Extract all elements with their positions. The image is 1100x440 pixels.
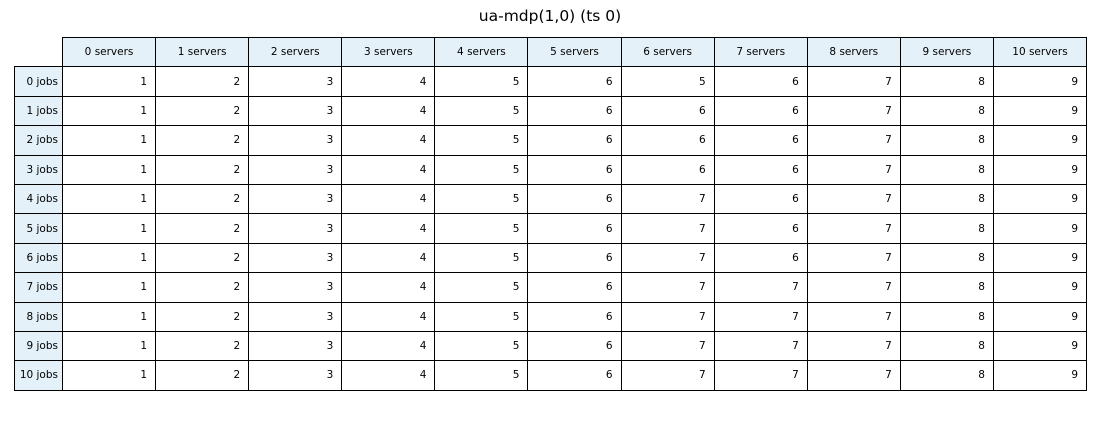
table-cell: 7 (621, 243, 714, 272)
row-header: 8 jobs (15, 302, 63, 331)
table-cell: 5 (435, 96, 528, 125)
table-cell: 7 (714, 361, 807, 390)
table-cell: 8 (900, 96, 993, 125)
table-cell: 8 (900, 273, 993, 302)
table-cell: 6 (714, 67, 807, 96)
table-cell: 1 (63, 96, 156, 125)
table-cell: 6 (528, 96, 621, 125)
table-body (15, 67, 1087, 390)
table-cell: 9 (993, 302, 1086, 331)
column-header: 9 servers (900, 38, 993, 67)
table-cell: 4 (342, 184, 435, 213)
table-cell: 3 (249, 331, 342, 360)
table-cell: 8 (900, 126, 993, 155)
table-cell: 9 (993, 361, 1086, 390)
row-header: 9 jobs (15, 331, 63, 360)
table-cell: 7 (807, 302, 900, 331)
table-cell: 5 (435, 155, 528, 184)
column-header: 5 servers (528, 38, 621, 67)
table-cell: 6 (714, 155, 807, 184)
table-cell: 9 (993, 67, 1086, 96)
table-cell: 4 (342, 243, 435, 272)
table-row (15, 96, 1087, 125)
table-cell: 1 (63, 214, 156, 243)
table-cell: 6 (528, 184, 621, 213)
table-cell: 1 (63, 302, 156, 331)
table-cell: 6 (714, 184, 807, 213)
table-row (15, 67, 1087, 96)
table-cell: 7 (807, 331, 900, 360)
table-cell: 5 (435, 361, 528, 390)
table-cell: 9 (993, 331, 1086, 360)
table-cell: 8 (900, 214, 993, 243)
table-row (15, 184, 1087, 213)
table-cell: 1 (63, 155, 156, 184)
table-cell: 6 (621, 96, 714, 125)
column-header: 2 servers (249, 38, 342, 67)
table-cell: 9 (993, 243, 1086, 272)
column-header: 1 servers (156, 38, 249, 67)
table-cell: 7 (807, 273, 900, 302)
column-header: 7 servers (714, 38, 807, 67)
table-cell: 8 (900, 67, 993, 96)
table-cell: 2 (156, 214, 249, 243)
table-cell: 6 (714, 126, 807, 155)
table-cell: 9 (993, 126, 1086, 155)
table-row (15, 214, 1087, 243)
table-cell: 4 (342, 96, 435, 125)
table-cell: 2 (156, 184, 249, 213)
table-cell: 7 (807, 184, 900, 213)
table-cell: 3 (249, 126, 342, 155)
table-cell: 3 (249, 361, 342, 390)
row-header: 3 jobs (15, 155, 63, 184)
table-cell: 6 (714, 243, 807, 272)
table-cell: 3 (249, 302, 342, 331)
table-cell: 1 (63, 67, 156, 96)
table-cell: 6 (528, 243, 621, 272)
table-cell: 7 (621, 214, 714, 243)
table-row (15, 155, 1087, 184)
table-cell: 5 (435, 214, 528, 243)
table-cell: 3 (249, 214, 342, 243)
table-cell: 6 (528, 67, 621, 96)
table-cell: 2 (156, 67, 249, 96)
table-cell: 7 (714, 273, 807, 302)
table-cell: 9 (993, 184, 1086, 213)
table-cell: 3 (249, 67, 342, 96)
table-cell: 4 (342, 273, 435, 302)
column-header: 4 servers (435, 38, 528, 67)
column-header: 8 servers (807, 38, 900, 67)
table-cell: 2 (156, 331, 249, 360)
table-cell: 2 (156, 302, 249, 331)
table-header (15, 38, 1087, 67)
table-row (15, 243, 1087, 272)
table-cell: 1 (63, 184, 156, 213)
table-cell: 6 (528, 361, 621, 390)
table-cell: 2 (156, 96, 249, 125)
table-row (15, 126, 1087, 155)
table-row (15, 273, 1087, 302)
header-row (15, 38, 1087, 67)
table-cell: 2 (156, 361, 249, 390)
table-cell: 8 (900, 361, 993, 390)
chart-title: ua-mdp(1,0) (ts 0) (478, 7, 622, 25)
row-header: 2 jobs (15, 126, 63, 155)
table-cell: 7 (807, 361, 900, 390)
column-header: 6 servers (621, 38, 714, 67)
table-cell: 4 (342, 361, 435, 390)
column-header: 3 servers (342, 38, 435, 67)
table-cell: 7 (621, 331, 714, 360)
table-cell: 4 (342, 331, 435, 360)
table-corner (15, 38, 63, 67)
table-cell: 7 (714, 302, 807, 331)
table-cell: 5 (435, 273, 528, 302)
table-cell: 6 (528, 273, 621, 302)
table-cell: 5 (435, 126, 528, 155)
table-cell: 1 (63, 331, 156, 360)
table-cell: 6 (528, 331, 621, 360)
table-cell: 3 (249, 155, 342, 184)
table-cell: 1 (63, 243, 156, 272)
table-cell: 1 (63, 126, 156, 155)
table-cell: 5 (435, 302, 528, 331)
row-header: 5 jobs (15, 214, 63, 243)
table-cell: 7 (621, 302, 714, 331)
row-header: 1 jobs (15, 96, 63, 125)
table-cell: 1 (63, 361, 156, 390)
table-cell: 6 (528, 214, 621, 243)
table-cell: 3 (249, 243, 342, 272)
table-cell: 7 (621, 273, 714, 302)
table-cell: 7 (621, 361, 714, 390)
table-cell: 7 (807, 155, 900, 184)
table-cell: 7 (807, 126, 900, 155)
table-cell: 8 (900, 243, 993, 272)
table-cell: 4 (342, 67, 435, 96)
table-cell: 2 (156, 155, 249, 184)
table-cell: 3 (249, 96, 342, 125)
row-header: 4 jobs (15, 184, 63, 213)
table-cell: 9 (993, 96, 1086, 125)
table-row (15, 302, 1087, 331)
table-cell: 5 (621, 67, 714, 96)
table-cell: 7 (714, 331, 807, 360)
table-cell: 7 (807, 96, 900, 125)
table-cell: 9 (993, 273, 1086, 302)
table-cell: 9 (993, 155, 1086, 184)
table-cell: 4 (342, 214, 435, 243)
row-header: 6 jobs (15, 243, 63, 272)
table-cell: 6 (528, 126, 621, 155)
row-header: 10 jobs (15, 361, 63, 390)
table-cell: 7 (807, 214, 900, 243)
table-cell: 7 (807, 67, 900, 96)
table-cell: 7 (621, 184, 714, 213)
table-cell: 6 (621, 155, 714, 184)
table-row (15, 331, 1087, 360)
table-cell: 5 (435, 243, 528, 272)
table-cell: 6 (714, 214, 807, 243)
table-cell: 3 (249, 184, 342, 213)
table-cell: 3 (249, 273, 342, 302)
table-row (15, 361, 1087, 390)
table-cell: 8 (900, 331, 993, 360)
column-header: 10 servers (993, 38, 1086, 67)
table-cell: 5 (435, 184, 528, 213)
table-cell: 4 (342, 302, 435, 331)
table-cell: 6 (714, 96, 807, 125)
table-cell: 6 (528, 302, 621, 331)
table-cell: 8 (900, 302, 993, 331)
table-cell: 8 (900, 155, 993, 184)
table-cell: 2 (156, 126, 249, 155)
table-cell: 4 (342, 155, 435, 184)
table-cell: 8 (900, 184, 993, 213)
table-cell: 4 (342, 126, 435, 155)
row-header: 0 jobs (15, 67, 63, 96)
column-header: 0 servers (63, 38, 156, 67)
table-cell: 7 (807, 243, 900, 272)
table-cell: 2 (156, 273, 249, 302)
row-header: 7 jobs (15, 273, 63, 302)
table-cell: 5 (435, 67, 528, 96)
table-cell: 9 (993, 214, 1086, 243)
table-cell: 2 (156, 243, 249, 272)
table-cell: 1 (63, 273, 156, 302)
table-cell: 6 (621, 126, 714, 155)
data-table (14, 37, 1087, 391)
table-cell: 5 (435, 331, 528, 360)
table-cell: 6 (528, 155, 621, 184)
